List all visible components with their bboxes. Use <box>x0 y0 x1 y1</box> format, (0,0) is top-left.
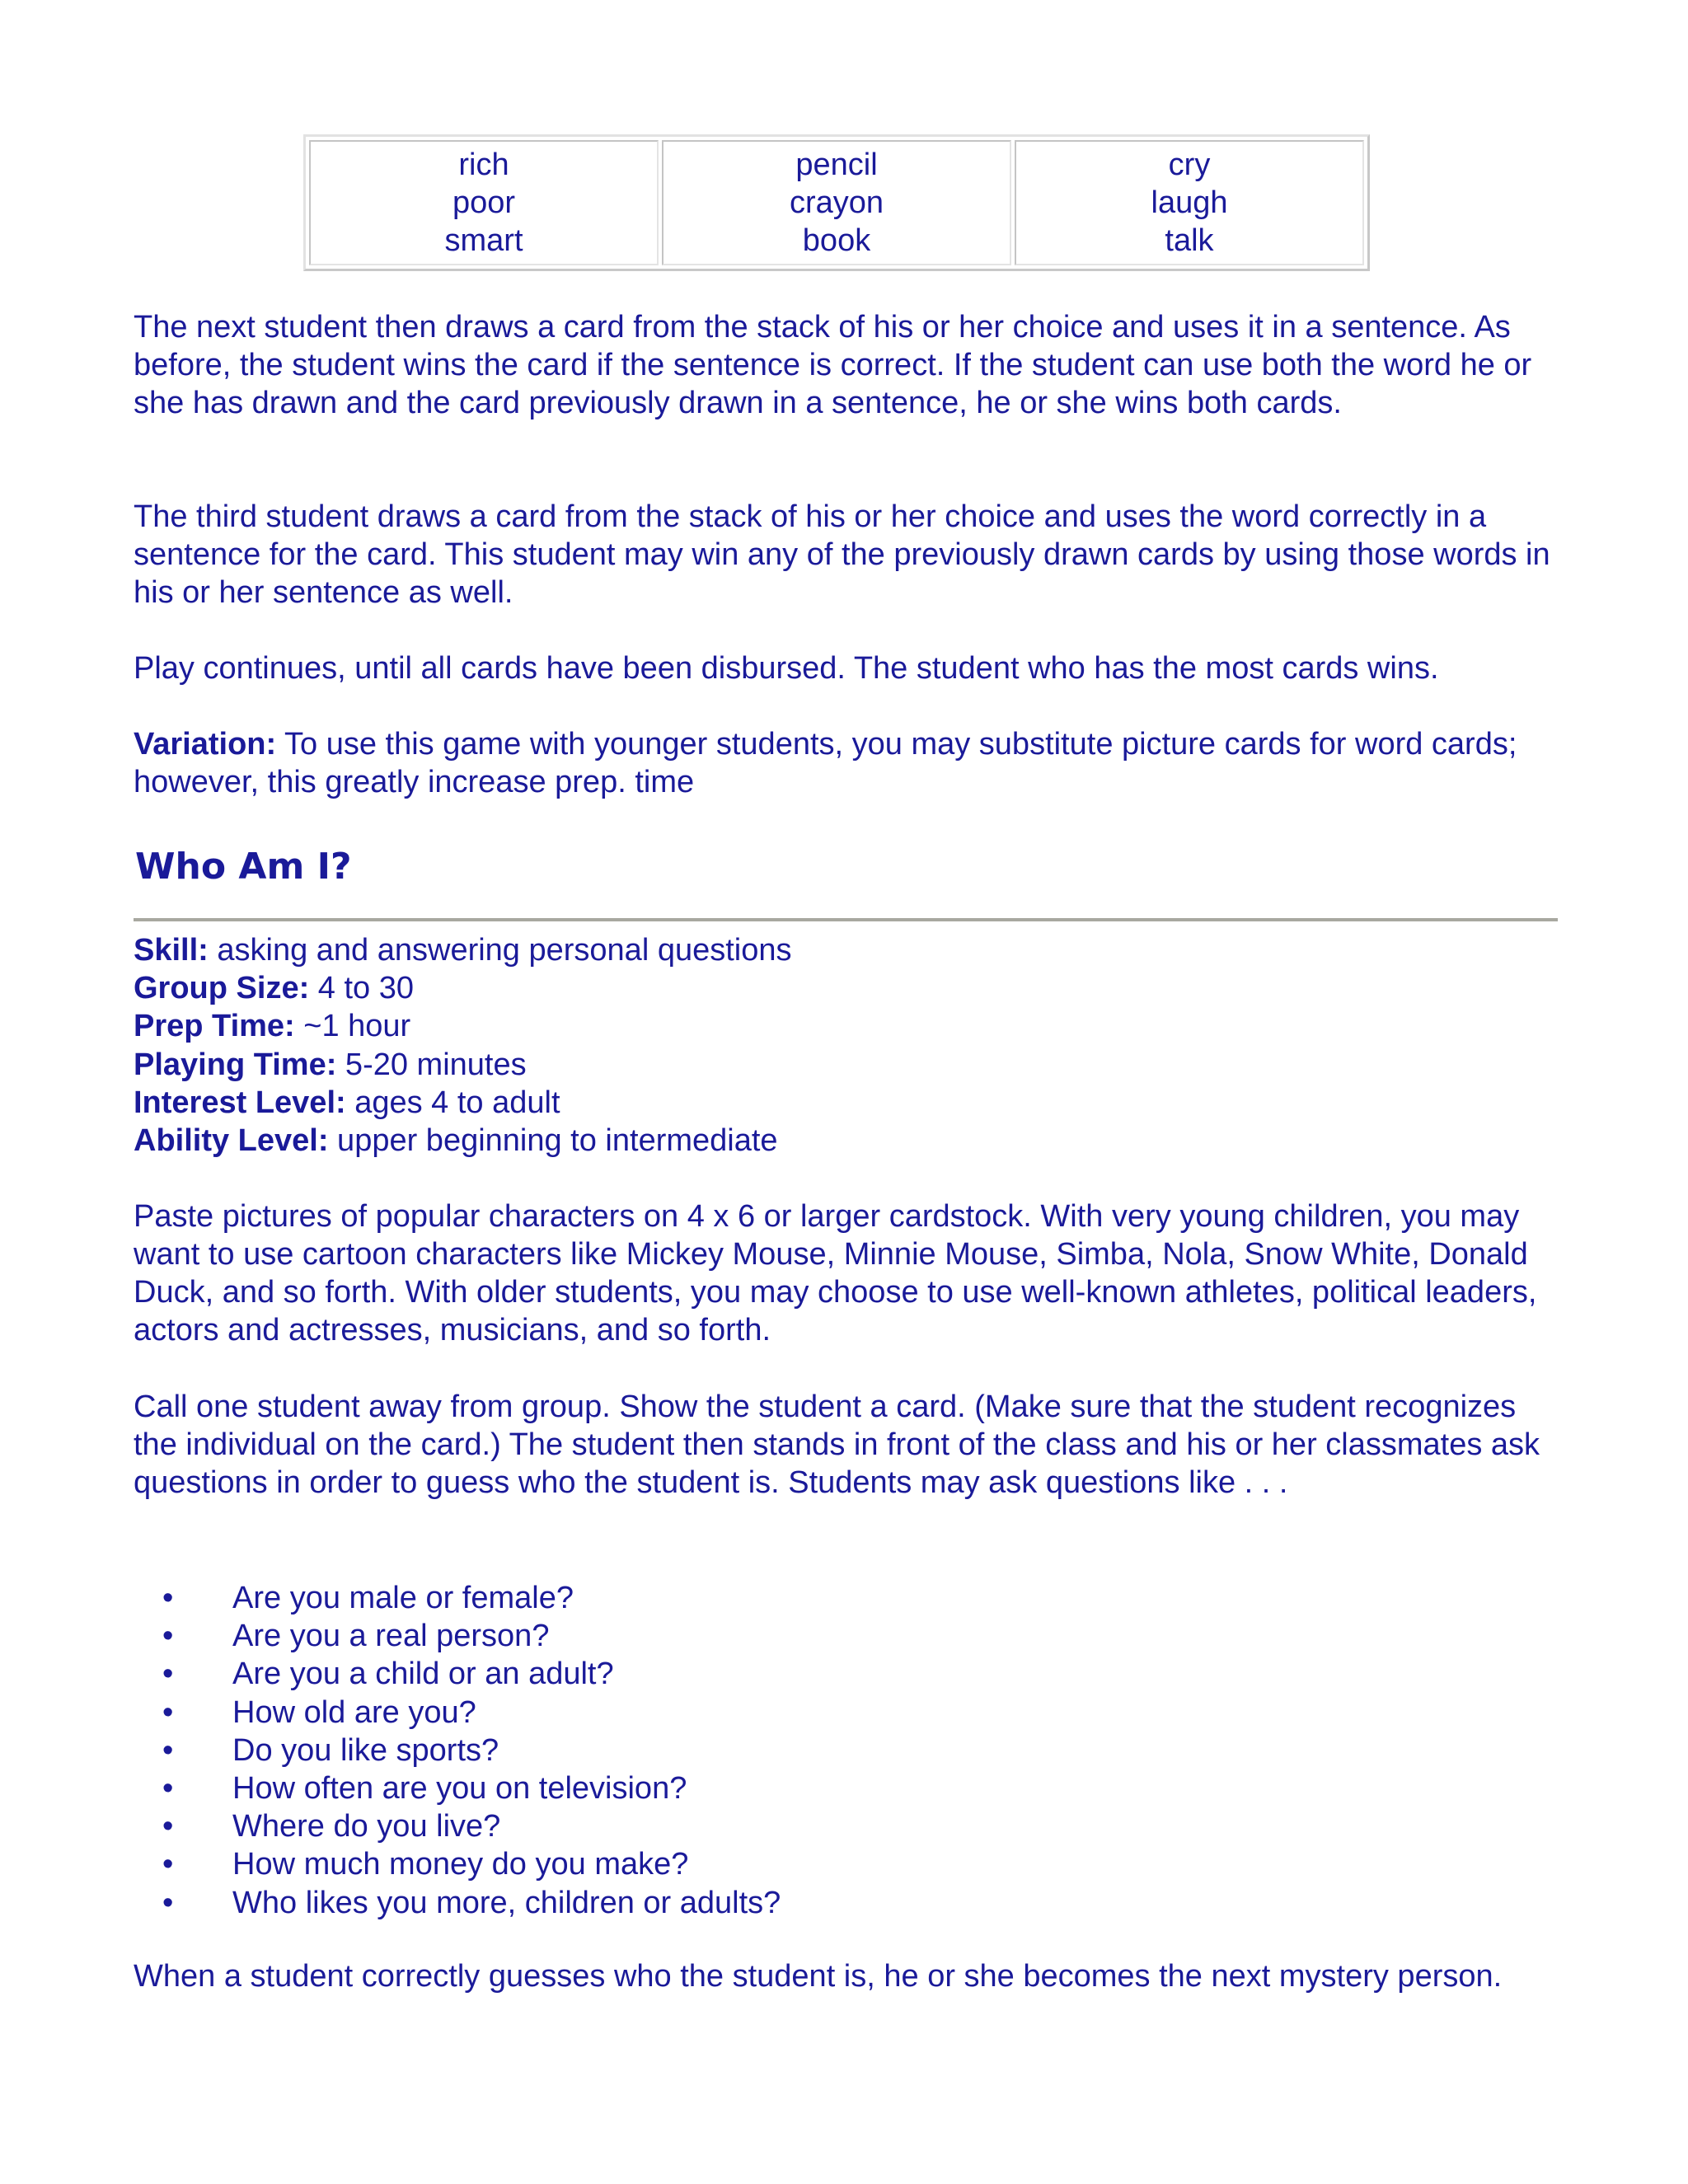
paragraph-paste-pictures: Paste pictures of popular characters on 4 x 6 or larger cardstock. With very young children, you may want to use cartoon characters like Mickey Mouse, Minnie Mouse, Simba, Nola, Snow White, Donald Duck, and so forth. With older students, you may choose to use well-known athletes, political leaders, actors and actresses, musicians, and so forth. <box>134 1199 1537 1347</box>
info-prep-time <box>134 1007 1558 1045</box>
paragraph-call-student: Call one student away from group. Show the student a card. (Make sure that the student recognizes the individual on the card.) The student then stands in front of the class and his or her classmates ask questions in order to guess who the student is. Students may ask questions like . . . <box>134 1390 1540 1500</box>
info-value: asking and answering personal questions <box>208 933 792 968</box>
info-value: ~1 hour <box>294 1009 411 1044</box>
info-label: Group Size: <box>134 971 310 1006</box>
info-interest-level <box>134 1084 1558 1122</box>
bullet-icon: • <box>162 1694 174 1730</box>
horizontal-rule <box>134 918 1558 921</box>
paragraph-next-student: The next student then draws a card from the stack of his or her choice and uses it in a sentence. As before, the student wins the card if the sentence is correct. If the student can use both the word he or she has drawn and the card previously drawn in a sentence, he or she wins both cards. <box>134 310 1532 420</box>
list-item <box>162 1884 781 1922</box>
list-item <box>162 1807 781 1845</box>
word-card-table <box>303 134 1370 271</box>
info-value: 4 to 30 <box>309 971 414 1006</box>
bullet-icon: • <box>162 1732 174 1768</box>
list-item <box>162 1579 781 1617</box>
list-item-text: Who likes you more, children or adults? <box>232 1885 781 1920</box>
word: pencil <box>795 148 878 182</box>
variation-label: Variation: <box>134 727 277 762</box>
list-item-text: How old are you? <box>232 1694 476 1730</box>
game-info-list <box>134 931 1558 1160</box>
bullet-icon: • <box>162 1581 174 1615</box>
table-cell-col-2 <box>662 140 1011 265</box>
list-item-text: Where do you live? <box>232 1809 501 1844</box>
word: laugh <box>1151 185 1228 220</box>
bullet-icon: • <box>162 1619 174 1654</box>
word: crayon <box>789 185 884 220</box>
list-item-text: Are you a real person? <box>232 1619 550 1654</box>
list-item <box>162 1769 781 1807</box>
word: poor <box>452 185 516 220</box>
info-skill <box>134 931 1558 969</box>
word: rich <box>458 148 509 182</box>
list-item-text: Are you a child or an adult? <box>232 1657 614 1692</box>
info-group-size <box>134 969 1558 1007</box>
word: cry <box>1168 148 1211 182</box>
section-heading: Who Am I? <box>135 846 352 888</box>
info-label: Playing Time: <box>134 1047 337 1082</box>
paragraph-mystery-person: When a student correctly guesses who the student is, he or she becomes the next mystery person. <box>134 1959 1503 1994</box>
bullet-icon: • <box>162 1657 174 1692</box>
paragraph-play-continues: Play continues, until all cards have been disbursed. The student who has the most cards wins. <box>134 651 1439 686</box>
word: smart <box>444 223 523 258</box>
bullet-icon: • <box>162 1771 174 1807</box>
info-value: ages 4 to adult <box>345 1085 560 1120</box>
bullet-icon: • <box>162 1885 174 1920</box>
word: book <box>802 223 871 258</box>
table-row <box>309 140 1364 265</box>
info-value: 5-20 minutes <box>336 1047 527 1082</box>
list-item <box>162 1655 781 1693</box>
list-item <box>162 1617 781 1655</box>
list-item <box>162 1732 781 1769</box>
paragraph-variation <box>134 725 1558 801</box>
info-value: upper beginning to intermediate <box>328 1123 778 1159</box>
list-item-text: Do you like sports? <box>232 1732 499 1768</box>
list-item-text: How much money do you make? <box>232 1847 689 1882</box>
table-cell-col-3 <box>1015 140 1364 265</box>
bullet-icon: • <box>162 1809 174 1844</box>
question-list <box>162 1579 781 1922</box>
info-label: Prep Time: <box>134 1009 295 1044</box>
table-cell-col-1 <box>309 140 659 265</box>
variation-text: To use this game with younger students, you may substitute picture cards for word cards; however, this greatly increase prep. time <box>134 727 1517 799</box>
list-item-text: How often are you on television? <box>232 1771 687 1807</box>
word: talk <box>1165 223 1214 258</box>
info-ability-level <box>134 1122 1558 1160</box>
list-item-text: Are you male or female? <box>232 1581 574 1615</box>
info-playing-time <box>134 1046 1558 1084</box>
list-item <box>162 1694 781 1732</box>
bullet-icon: • <box>162 1847 174 1882</box>
paragraph-third-student: The third student draws a card from the stack of his or her choice and uses the word correctly in a sentence for the card. This student may win any of the previously drawn cards by using those words in his or her sentence as well. <box>134 499 1550 610</box>
list-item <box>162 1845 781 1883</box>
info-label: Interest Level: <box>134 1085 346 1120</box>
info-label: Ability Level: <box>134 1123 329 1159</box>
info-label: Skill: <box>134 933 209 968</box>
